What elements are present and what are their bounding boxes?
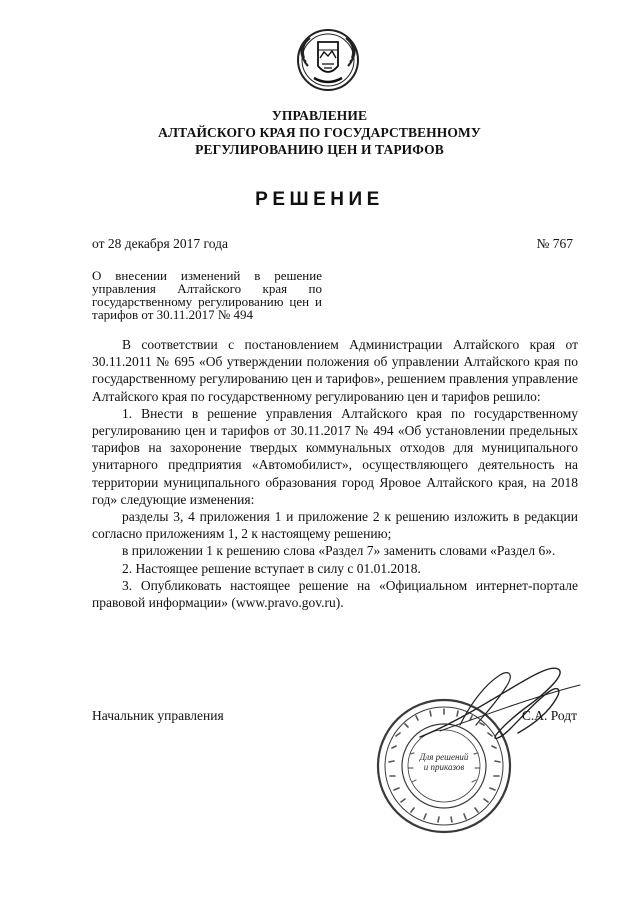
stamp-center-line-1: Для решений xyxy=(419,752,469,762)
body-paragraph-2: 1. Внести в решение управления Алтайского края по государственному регулированию цен и тарифов от 30.11.2017 № 494 «Об установлении предельных тарифов на захоронение твердых коммунальных отходов для муниципального унитарного предприятия «Автомобилист», осуществляющего деятельность на территории муниципального образования город Яровое Алтайского края, на 2018 год» следующие изменения: xyxy=(92,405,578,507)
stamp-center-line-2: и приказов xyxy=(423,762,465,772)
signatory-position: Начальник управления xyxy=(92,708,224,723)
org-name-line-3: РЕГУЛИРОВАНИЮ ЦЕН И ТАРИФОВ xyxy=(195,142,444,157)
document-body xyxy=(92,336,578,611)
handwritten-signature xyxy=(400,655,590,750)
document-date: от 28 декабря 2017 года xyxy=(92,236,228,251)
document-number: № 767 xyxy=(536,236,573,251)
org-name-line-1: УПРАВЛЕНИЕ xyxy=(271,108,368,123)
coat-of-arms-emblem xyxy=(296,28,360,92)
org-name-line-2: АЛТАЙСКОГО КРАЯ ПО ГОСУДАРСТВЕННОМУ xyxy=(158,125,481,140)
body-paragraph-4: в приложении 1 к решению слова «Раздел 7» заменить словами «Раздел 6». xyxy=(122,543,556,559)
body-paragraph-1: В соответствии с постановлением Администрации Алтайского края от 30.11.2011 № 695 «Об утверждении положения об управлении Алтайского края по государственному регулированию цен и тарифов», решением правления управление Алтайского края по государственному регулированию цен и тарифов решило: xyxy=(92,337,578,404)
document-title: РЕШЕНИЕ xyxy=(255,189,384,210)
stamp-center-text xyxy=(404,752,484,772)
body-paragraph-6: 3. Опубликовать настоящее решение на «Официальном интернет-портале правовой информации» (www.pravo.gov.ru). xyxy=(92,577,578,611)
body-paragraph-3: разделы 3, 4 приложения 1 и приложение 2 к решению изложить в редакции согласно приложениям 1, 2 к настоящему решению; xyxy=(92,509,578,542)
body-paragraph-5: 2. Настоящее решение вступает в силу с 01.01.2018. xyxy=(122,560,421,576)
document-subject: О внесении изменений в решение управления Алтайского края по государственному регулированию цен и тарифов от 30.11.2017 № 494 xyxy=(92,268,322,322)
signatory-name: С.А. Родт xyxy=(521,708,577,723)
